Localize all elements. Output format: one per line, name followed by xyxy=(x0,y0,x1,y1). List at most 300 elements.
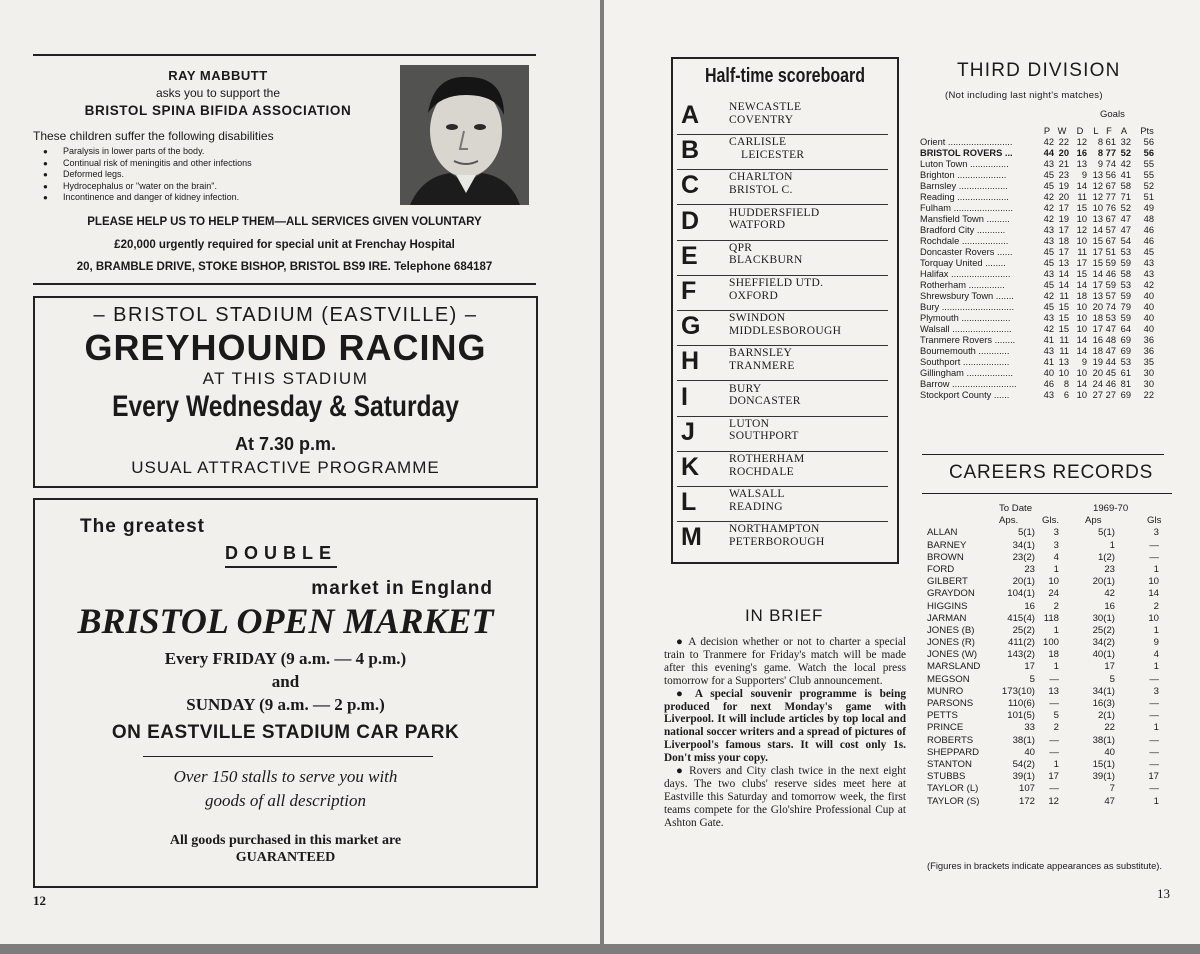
scoreboard-teams xyxy=(729,383,801,408)
table-cell: 10 xyxy=(1058,368,1069,378)
home-team: CARLISLE xyxy=(729,136,787,149)
in-brief-title: IN BRIEF xyxy=(745,606,824,625)
table-cell: 55 xyxy=(1143,170,1154,180)
greyhound-ad xyxy=(33,296,538,488)
table-cell: 3 xyxy=(1053,539,1059,551)
table-cell: — xyxy=(1049,783,1059,795)
table-cell: 16 xyxy=(1104,600,1115,612)
table-cell: 23(2) xyxy=(1012,551,1035,563)
table-cell: 43 xyxy=(1043,159,1054,169)
home-team: SHEFFIELD UTD. xyxy=(729,277,824,289)
table-cell: 12 xyxy=(1076,137,1087,147)
table-cell: 10 xyxy=(1076,214,1087,224)
table-cell: 40 xyxy=(1043,368,1054,378)
market-guarantee-1: All goods purchased in this market are xyxy=(169,833,402,848)
table-row xyxy=(927,674,1177,686)
scoreboard-row xyxy=(677,345,888,381)
table-cell: 9 xyxy=(1081,170,1087,180)
table-cell: 15 xyxy=(1092,258,1103,268)
scoreboard-letter: M xyxy=(681,523,702,552)
spina-bifida-ad xyxy=(33,54,536,285)
third-division-subtitle: (Not including last night's matches) xyxy=(945,90,1103,101)
team-name: Brighton ................... xyxy=(920,170,1007,180)
table-cell: 14 xyxy=(1076,181,1087,191)
player-name: TAYLOR (L) xyxy=(927,783,979,795)
scoreboard-row xyxy=(677,486,888,522)
player-name: PARSONS xyxy=(927,698,974,709)
table-cell: — xyxy=(1149,673,1159,685)
scoreboard-letter: G xyxy=(681,312,701,341)
table-cell: 48 xyxy=(1105,335,1116,345)
table-cell: — xyxy=(1149,710,1159,722)
table-cell: 14 xyxy=(1092,269,1103,279)
table-cell: 10 xyxy=(1148,576,1159,588)
table-cell: 118 xyxy=(1043,612,1059,624)
brief-paragraph: ● Rovers and City clash twice in the next eight days. The two clubs' reserve sides meet here at Eastville this Saturday and tomorrow week, the first teams compete for the Glo'shire Professional Cup at Ashton Gate. xyxy=(664,765,906,829)
table-cell: 43 xyxy=(1143,258,1154,268)
table-cell: 5 xyxy=(1109,673,1115,685)
table-cell: 16(3) xyxy=(1092,698,1115,709)
column-header: W xyxy=(1057,126,1067,136)
table-cell: 14 xyxy=(1076,280,1087,290)
table-row xyxy=(920,137,1165,148)
table-cell: 54(2) xyxy=(1012,758,1035,770)
table-cell: 10 xyxy=(1076,236,1087,246)
player-name: GRAYDON xyxy=(927,588,975,600)
player-name: SHEPPARD xyxy=(927,746,980,758)
left-page xyxy=(0,0,600,944)
table-row xyxy=(920,148,1165,159)
table-cell: 69 xyxy=(1120,346,1131,356)
table-cell: 55 xyxy=(1143,159,1154,169)
table-cell: 59 xyxy=(1120,258,1131,268)
scoreboard-row xyxy=(677,205,888,241)
table-cell: 12 xyxy=(1092,181,1103,191)
scoreboard-letter: E xyxy=(681,241,698,270)
player-name: JONES (W) xyxy=(927,649,978,661)
player-name: BARNEY xyxy=(927,539,967,551)
table-cell: 34(1) xyxy=(1092,685,1115,697)
table-row xyxy=(920,357,1165,368)
table-cell: 20(1) xyxy=(1092,576,1115,588)
table-row xyxy=(920,203,1165,214)
team-name: Shrewsbury Town ....... xyxy=(920,291,1014,301)
table-row xyxy=(920,313,1165,324)
table-cell: 40 xyxy=(1104,746,1115,758)
table-cell: 4 xyxy=(1153,649,1159,661)
team-name: Torquay United ........ xyxy=(920,258,1006,268)
team-name: Luton Town ............... xyxy=(920,159,1009,169)
table-cell: — xyxy=(1149,551,1159,563)
table-cell: 46 xyxy=(1043,379,1054,389)
table-cell: 9 xyxy=(1097,159,1103,169)
scoreboard-row xyxy=(677,521,888,556)
table-cell: 20 xyxy=(1058,192,1069,202)
table-cell: 64 xyxy=(1120,324,1131,334)
table-row xyxy=(927,540,1177,552)
player-name: MARSLAND xyxy=(927,661,981,673)
list-item: ● Incontinence and danger of kidney infection. xyxy=(43,192,252,204)
table-cell: 14 xyxy=(1076,346,1087,356)
home-team: ROTHERHAM xyxy=(729,453,805,465)
table-cell: 41 xyxy=(1043,335,1054,345)
table-cell: 45 xyxy=(1043,170,1054,180)
table-cell: 21 xyxy=(1058,159,1069,169)
table-row xyxy=(927,637,1177,649)
table-row xyxy=(920,225,1165,236)
table-cell: 30 xyxy=(1143,368,1154,378)
team-name: Gillingham .................. xyxy=(920,368,1013,378)
market-the: The greatest xyxy=(80,516,205,537)
team-name: Rotherham .............. xyxy=(920,280,1005,290)
table-cell: — xyxy=(1049,746,1059,758)
market-and: and xyxy=(271,672,300,691)
table-cell: 56 xyxy=(1105,170,1116,180)
table-cell: 110(6) xyxy=(1007,698,1035,709)
column-header: Aps xyxy=(1085,515,1102,527)
table-cell: 17 xyxy=(1092,247,1103,257)
greyhound-venue: – BRISTOL STADIUM (EASTVILLE) – xyxy=(93,304,478,326)
table-cell: 69 xyxy=(1120,390,1131,400)
player-name: ALLAN xyxy=(927,527,958,539)
table-cell: 11 xyxy=(1059,346,1069,356)
table-cell: 10 xyxy=(1076,324,1087,334)
table-cell: 47 xyxy=(1105,324,1116,334)
ad-asks: asks you to support the xyxy=(155,86,281,100)
table-cell: 42 xyxy=(1143,280,1154,290)
table-cell: 22 xyxy=(1143,390,1154,400)
divider xyxy=(922,454,1164,455)
team-name: Barrow ......................... xyxy=(920,379,1017,389)
table-row xyxy=(927,710,1177,722)
scoreboard-teams xyxy=(729,453,805,478)
table-row xyxy=(927,527,1177,539)
table-cell: 8 xyxy=(1097,148,1103,158)
table-row xyxy=(920,346,1165,357)
table-cell: 6 xyxy=(1063,390,1069,400)
list-item: ● Paralysis in lower parts of the body. xyxy=(43,146,252,158)
table-cell: 5 xyxy=(1029,673,1035,685)
portrait-photo xyxy=(400,65,529,205)
table-row xyxy=(927,613,1177,625)
column-header: Gls. xyxy=(1042,515,1060,527)
table-cell: 107 xyxy=(1018,783,1035,795)
table-cell: 15 xyxy=(1076,269,1087,279)
greyhound-days: Every Wednesday & Saturday xyxy=(112,390,459,423)
ad-association: BRISTOL SPINA BIFIDA ASSOCIATION xyxy=(84,103,352,118)
player-name: ROBERTS xyxy=(927,734,974,746)
table-cell: 43 xyxy=(1043,313,1054,323)
table-cell: 173(10) xyxy=(1001,685,1035,697)
scoreboard-teams xyxy=(729,207,820,232)
table-cell: 14 xyxy=(1092,225,1103,235)
table-cell: 40 xyxy=(1024,746,1035,758)
table-cell: 52 xyxy=(1143,181,1154,191)
divider xyxy=(922,493,1172,494)
careers-table xyxy=(927,503,1177,871)
market-in-england: market in England xyxy=(311,578,493,599)
table-cell: 74 xyxy=(1105,302,1116,312)
table-cell: 45 xyxy=(1043,302,1054,312)
market-double: DOUBLE xyxy=(225,543,337,568)
table-cell: 47 xyxy=(1120,225,1131,235)
table-cell: 42 xyxy=(1043,324,1054,334)
table-cell: 53 xyxy=(1120,357,1131,367)
table-cell: 42 xyxy=(1043,291,1054,301)
table-cell: 51 xyxy=(1143,192,1154,202)
away-team: MIDDLESBOROUGH xyxy=(729,324,842,337)
group-season: 1969-70 xyxy=(1093,503,1129,514)
table-row xyxy=(927,649,1177,661)
home-team: SWINDON xyxy=(729,312,786,325)
scoreboard-letter: C xyxy=(681,171,700,200)
away-team: PETERBOROUGH xyxy=(729,535,825,548)
market-stalls-1: Over 150 stalls to serve you with xyxy=(173,767,398,786)
player-name: MUNRO xyxy=(927,685,964,697)
table-cell: 43 xyxy=(1043,269,1054,279)
table-row xyxy=(927,698,1177,710)
player-name: JARMAN xyxy=(927,612,967,624)
column-header: Aps. xyxy=(999,515,1019,527)
careers-note: (Figures in brackets indicate appearances as substitute). xyxy=(927,860,1163,871)
table-cell: 57 xyxy=(1105,291,1116,301)
table-row xyxy=(920,269,1165,280)
greyhound-programme: USUAL ATTRACTIVE PROGRAMME xyxy=(131,458,440,477)
table-cell: 46 xyxy=(1105,269,1116,279)
table-cell: 2 xyxy=(1053,600,1059,612)
table-cell: 11 xyxy=(1077,247,1087,257)
table-cell: 39(1) xyxy=(1012,771,1035,783)
table-cell: 18 xyxy=(1092,346,1103,356)
table-row xyxy=(920,368,1165,379)
table-row xyxy=(920,379,1165,390)
table-cell: 27 xyxy=(1092,390,1103,400)
scoreboard-letter: L xyxy=(681,488,697,517)
table-cell: 5(1) xyxy=(1017,527,1035,539)
table-cell: 12 xyxy=(1092,192,1103,202)
table-cell: 27 xyxy=(1105,390,1116,400)
table-cell: 58 xyxy=(1120,181,1131,191)
table-row xyxy=(920,302,1165,313)
table-cell: 18 xyxy=(1076,291,1087,301)
table-cell: 13 xyxy=(1092,291,1103,301)
table-row xyxy=(927,771,1177,783)
home-team: CHARLTON xyxy=(729,171,793,184)
scoreboard-teams xyxy=(729,136,804,161)
table-cell: 43 xyxy=(1143,269,1154,279)
table-cell: 40 xyxy=(1143,291,1154,301)
team-name: Southport .................. xyxy=(920,357,1010,367)
scoreboard-row xyxy=(677,134,888,170)
player-name: BROWN xyxy=(927,551,964,563)
table-cell: 45 xyxy=(1043,280,1054,290)
scoreboard-teams xyxy=(729,277,823,302)
table-cell: 13 xyxy=(1058,258,1069,268)
ad-name: RAY MABBUTT xyxy=(168,68,268,83)
table-cell: 23 xyxy=(1058,170,1069,180)
list-item: ● Continual risk of meningitis and other infections xyxy=(43,158,252,170)
table-cell: 411(2) xyxy=(1007,637,1035,649)
player-name: GILBERT xyxy=(927,576,968,588)
table-cell: 34(2) xyxy=(1092,637,1115,649)
table-row xyxy=(927,759,1177,771)
table-cell: 18 xyxy=(1092,313,1103,323)
table-cell: 1 xyxy=(1153,722,1159,734)
player-name: PRINCE xyxy=(927,722,964,734)
table-cell: 42 xyxy=(1043,137,1054,147)
table-cell: 42 xyxy=(1104,588,1115,600)
table-row xyxy=(920,247,1165,258)
home-team: NORTHAMPTON xyxy=(729,523,820,536)
table-cell: 76 xyxy=(1105,203,1116,213)
table-cell: — xyxy=(1149,783,1159,795)
table-row xyxy=(927,564,1177,576)
table-cell: 33 xyxy=(1024,722,1035,734)
table-cell: 59 xyxy=(1120,313,1131,323)
table-cell: 18 xyxy=(1058,236,1069,246)
table-cell: 42 xyxy=(1043,192,1054,202)
scoreboard-letter: D xyxy=(681,206,700,235)
table-cell: 41 xyxy=(1043,357,1054,367)
table-cell: 34(1) xyxy=(1012,539,1035,551)
away-team: COVENTRY xyxy=(729,113,794,126)
scoreboard-teams xyxy=(729,523,825,548)
table-cell: 36 xyxy=(1143,346,1154,356)
table-cell: 15 xyxy=(1058,313,1069,323)
scoreboard-letter: F xyxy=(681,277,697,305)
table-cell: 13 xyxy=(1092,214,1103,224)
table-cell: 45 xyxy=(1043,181,1054,191)
table-cell: 38(1) xyxy=(1012,734,1035,746)
table-cell: 20(1) xyxy=(1012,576,1035,588)
table-cell: 69 xyxy=(1120,335,1131,345)
scoreboard-row xyxy=(677,275,888,311)
table-cell: 5(1) xyxy=(1097,527,1115,539)
table-row xyxy=(920,291,1165,302)
table-cell: 1 xyxy=(1153,795,1159,807)
table-cell: 71 xyxy=(1120,192,1131,202)
scoreboard-title: Half-time scoreboard xyxy=(704,65,866,87)
table-cell: 30 xyxy=(1143,379,1154,389)
table-row xyxy=(920,258,1165,269)
greyhound-subtitle: AT THIS STADIUM xyxy=(202,369,369,388)
table-cell: 45 xyxy=(1105,368,1116,378)
table-cell: 74 xyxy=(1105,159,1116,169)
table-cell: 19 xyxy=(1092,357,1103,367)
market-sunday: SUNDAY (9 a.m. — 2 p.m.) xyxy=(186,695,385,714)
table-row xyxy=(920,390,1165,401)
table-row xyxy=(920,324,1165,335)
table-cell: 42 xyxy=(1043,214,1054,224)
table-cell: 40 xyxy=(1143,313,1154,323)
column-header: Pts xyxy=(1140,126,1154,136)
table-cell: 16 xyxy=(1024,600,1035,612)
column-header: Gls xyxy=(1147,515,1162,527)
table-cell: 10 xyxy=(1092,203,1103,213)
table-cell: 44 xyxy=(1043,148,1054,158)
table-cell: 57 xyxy=(1105,225,1116,235)
table-cell: 17 xyxy=(1092,324,1103,334)
table-cell: 10 xyxy=(1076,313,1087,323)
table-cell: 13 xyxy=(1092,170,1103,180)
table-cell: — xyxy=(1049,673,1059,685)
table-cell: 15 xyxy=(1058,302,1069,312)
table-cell: 42 xyxy=(1120,159,1131,169)
table-cell: 1(2) xyxy=(1097,551,1115,563)
table-cell: 79 xyxy=(1120,302,1131,312)
table-cell: 48 xyxy=(1143,214,1154,224)
player-name: JONES (B) xyxy=(927,624,975,636)
scoreboard-letter: I xyxy=(681,382,688,411)
team-name: Fulham ....................... xyxy=(920,203,1013,213)
table-cell: — xyxy=(1049,734,1059,746)
table-cell: 23 xyxy=(1024,563,1035,575)
table-cell: 17 xyxy=(1058,247,1069,257)
team-name: Mansfield Town ......... xyxy=(920,214,1010,224)
market-stalls-2: goods of all description xyxy=(204,791,367,810)
table-cell: 172 xyxy=(1018,795,1035,807)
table-cell: 43 xyxy=(1043,225,1054,235)
table-cell: 104(1) xyxy=(1007,588,1035,600)
table-cell: 5 xyxy=(1053,710,1059,722)
table-cell: 53 xyxy=(1120,247,1131,257)
table-cell: 59 xyxy=(1120,291,1131,301)
table-cell: 1 xyxy=(1153,661,1159,673)
table-cell: 10 xyxy=(1076,368,1087,378)
home-team: WALSALL xyxy=(729,488,785,501)
table-cell: 59 xyxy=(1105,280,1116,290)
scoreboard-letter: H xyxy=(681,347,700,376)
scoreboard-teams xyxy=(729,242,803,267)
table-row xyxy=(920,236,1165,247)
scoreboard-row xyxy=(677,381,888,417)
scoreboard-row xyxy=(677,451,888,487)
league-table xyxy=(920,126,1165,401)
table-cell: 44 xyxy=(1105,357,1116,367)
divider xyxy=(143,756,433,757)
home-team: BARNSLEY xyxy=(729,347,793,360)
home-team: QPR xyxy=(729,241,753,254)
table-cell: 17 xyxy=(1148,771,1159,783)
scoreboard-letter: K xyxy=(681,453,700,481)
scoreboard-row xyxy=(677,99,888,135)
table-cell: 36 xyxy=(1143,335,1154,345)
table-cell: 46 xyxy=(1105,379,1116,389)
table-cell: 10 xyxy=(1076,390,1087,400)
table-cell: 12 xyxy=(1076,225,1087,235)
table-cell: 52 xyxy=(1120,148,1131,158)
greyhound-time: At 7.30 p.m. xyxy=(234,434,337,454)
table-cell: 13 xyxy=(1058,357,1069,367)
table-cell: 17 xyxy=(1092,280,1103,290)
table-cell: 40 xyxy=(1143,324,1154,334)
scoreboard-teams xyxy=(729,171,793,196)
table-cell: 43 xyxy=(1043,390,1054,400)
table-cell: 54 xyxy=(1120,236,1131,246)
open-market-ad xyxy=(33,498,538,888)
table-cell: 12 xyxy=(1048,795,1059,807)
table-cell: 22 xyxy=(1104,722,1115,734)
table-cell: 3 xyxy=(1053,527,1059,539)
table-cell: 14 xyxy=(1148,588,1159,600)
page-number-left: 12 xyxy=(33,893,46,908)
table-row xyxy=(927,661,1177,673)
table-cell: 17 xyxy=(1058,225,1069,235)
page-number-right: 13 xyxy=(1157,886,1170,901)
table-cell: 17 xyxy=(1024,661,1035,673)
ad-address: 20, BRAMBLE DRIVE, STOKE BISHOP, BRISTOL BS9 IRE. Telephone 684187 xyxy=(76,261,493,273)
team-name: Stockport County ...... xyxy=(920,390,1010,400)
